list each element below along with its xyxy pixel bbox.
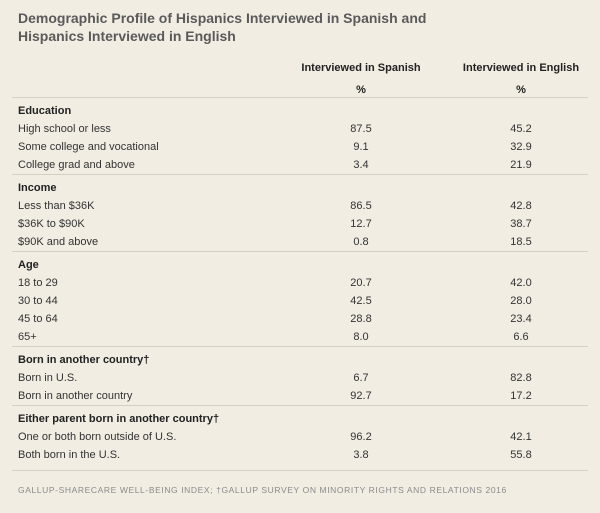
section-divider <box>12 174 588 175</box>
value-spanish: 8.0 <box>353 331 369 343</box>
value-spanish: 42.5 <box>350 295 372 307</box>
value-spanish: 28.8 <box>350 313 372 325</box>
table-row <box>0 310 600 328</box>
row-label: $36K to $90K <box>18 218 85 230</box>
table-row <box>0 387 600 405</box>
table-row <box>0 369 600 387</box>
table-bottom-divider <box>12 470 588 471</box>
value-spanish: 86.5 <box>350 200 372 212</box>
table-row <box>0 446 600 464</box>
source-footnote: GALLUP-SHARECARE WELL-BEING INDEX; †GALLUP SURVEY ON MINORITY RIGHTS AND RELATIONS 2016 <box>18 485 507 495</box>
column-header-english: Interviewed in English <box>462 62 580 74</box>
value-english: 17.2 <box>510 390 532 402</box>
value-english: 82.8 <box>510 372 532 384</box>
value-spanish: 87.5 <box>350 123 372 135</box>
value-english: 45.2 <box>510 123 532 135</box>
row-label: 45 to 64 <box>18 313 58 325</box>
table-row <box>0 156 600 174</box>
table-row <box>0 233 600 251</box>
row-label: Born in another country <box>18 390 133 402</box>
value-spanish: 0.8 <box>353 236 369 248</box>
value-english: 38.7 <box>510 218 532 230</box>
value-spanish: 6.7 <box>353 372 369 384</box>
value-english: 28.0 <box>510 295 532 307</box>
table-row <box>0 292 600 310</box>
value-spanish: 9.1 <box>353 141 369 153</box>
row-label: High school or less <box>18 123 111 135</box>
section-divider <box>12 405 588 406</box>
row-label: Born in U.S. <box>18 372 78 384</box>
table-row <box>0 197 600 215</box>
row-label: 65+ <box>18 331 37 343</box>
row-label: Both born in the U.S. <box>18 449 121 461</box>
value-spanish: 20.7 <box>350 277 372 289</box>
value-english: 18.5 <box>510 236 532 248</box>
column-unit-english: % <box>516 84 526 96</box>
table-row <box>0 328 600 346</box>
value-spanish: 96.2 <box>350 431 372 443</box>
value-spanish: 3.8 <box>353 449 369 461</box>
value-english: 42.0 <box>510 277 532 289</box>
table-row <box>0 428 600 446</box>
value-english: 42.1 <box>510 431 532 443</box>
section-divider <box>12 97 588 98</box>
value-english: 6.6 <box>513 331 529 343</box>
value-english: 32.9 <box>510 141 532 153</box>
section-divider <box>12 251 588 252</box>
section-heading: Born in another country† <box>18 354 150 366</box>
row-label: Less than $36K <box>18 200 95 212</box>
section-divider <box>12 346 588 347</box>
row-label: One or both born outside of U.S. <box>18 431 177 443</box>
section-heading: Income <box>18 182 57 194</box>
row-label: College grad and above <box>18 159 135 171</box>
table-title: Demographic Profile of Hispanics Interviewed in Spanish and Hispanics Interviewed in English <box>18 10 427 44</box>
row-label: $90K and above <box>18 236 99 248</box>
value-english: 42.8 <box>510 200 532 212</box>
section-heading: Education <box>18 105 72 117</box>
section-heading: Age <box>18 259 39 271</box>
value-spanish: 92.7 <box>350 390 372 402</box>
table-row <box>0 215 600 233</box>
table-row <box>0 138 600 156</box>
row-label: Some college and vocational <box>18 141 159 153</box>
table-body <box>0 97 600 471</box>
row-label: 18 to 29 <box>18 277 58 289</box>
value-spanish: 3.4 <box>353 159 369 171</box>
row-label: 30 to 44 <box>18 295 58 307</box>
section-heading: Either parent born in another country† <box>18 413 220 425</box>
value-english: 55.8 <box>510 449 532 461</box>
value-english: 23.4 <box>510 313 532 325</box>
column-header-spanish: Interviewed in Spanish <box>301 62 421 74</box>
table-row <box>0 120 600 138</box>
column-unit-spanish: % <box>356 84 366 96</box>
value-spanish: 12.7 <box>350 218 372 230</box>
value-english: 21.9 <box>510 159 532 171</box>
table-row <box>0 274 600 292</box>
